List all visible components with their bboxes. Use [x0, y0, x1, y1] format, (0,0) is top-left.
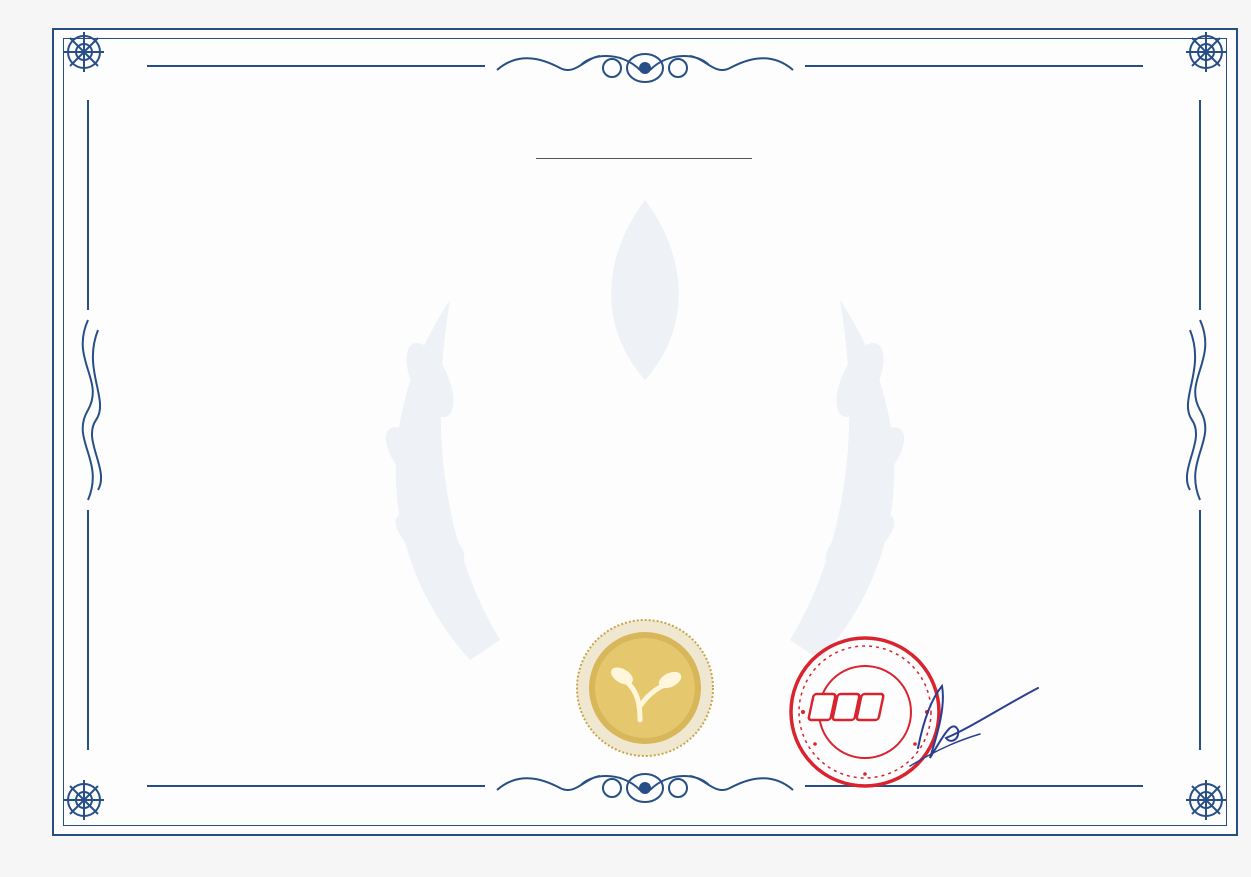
bottom-flourish [147, 774, 1143, 802]
handwritten-signature [880, 678, 1045, 778]
fpt-logo-icon [808, 694, 884, 720]
laurel-watermark [375, 200, 914, 660]
motto-underline [536, 158, 752, 159]
top-flourish [147, 54, 1143, 82]
gold-medal-icon [577, 620, 713, 756]
